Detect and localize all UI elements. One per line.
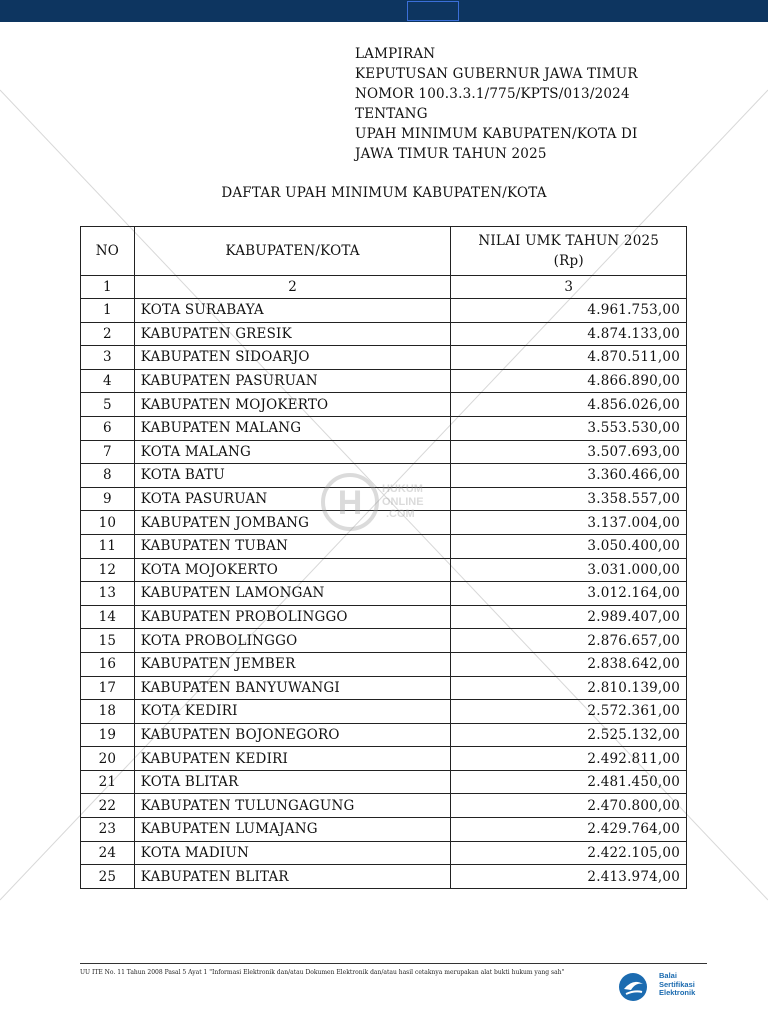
row-number: 13 [81, 582, 135, 606]
table-row [81, 841, 687, 865]
table-row [81, 818, 687, 842]
table-row [81, 747, 687, 771]
row-umk-value: 3.358.557,00 [451, 487, 687, 511]
row-number: 18 [81, 700, 135, 724]
row-umk-value: 2.838.642,00 [451, 652, 687, 676]
row-region-name: KABUPATEN MOJOKERTO [134, 393, 451, 417]
row-number: 20 [81, 747, 135, 771]
row-umk-value: 2.989.407,00 [451, 605, 687, 629]
row-region-name: KABUPATEN TULUNGAGUNG [134, 794, 451, 818]
row-number: 16 [81, 652, 135, 676]
row-region-name: KABUPATEN MALANG [134, 416, 451, 440]
row-number: 22 [81, 794, 135, 818]
header-line: JAWA TIMUR TAHUN 2025 [355, 146, 547, 162]
row-umk-value: 3.360.466,00 [451, 464, 687, 488]
row-region-name: KABUPATEN KEDIRI [134, 747, 451, 771]
header-line: TENTANG [355, 106, 428, 122]
table-row [81, 865, 687, 889]
row-number: 3 [81, 346, 135, 370]
bse-logo-text [659, 972, 695, 998]
table-row [81, 582, 687, 606]
column-header-value-line1: NILAI UMK TAHUN 2025 [478, 233, 660, 249]
row-umk-value: 2.470.800,00 [451, 794, 687, 818]
table-row [81, 369, 687, 393]
table-row [81, 416, 687, 440]
list-title: DAFTAR UPAH MINIMUM KABUPATEN/KOTA [221, 185, 547, 201]
bse-logo-line: Sertifikasi [659, 979, 695, 989]
table-row [81, 346, 687, 370]
column-header-no: NO [81, 227, 135, 276]
row-number: 14 [81, 605, 135, 629]
row-region-name: KABUPATEN LUMAJANG [134, 818, 451, 842]
table-body [81, 299, 687, 889]
column-header-value [451, 227, 687, 276]
row-region-name: KABUPATEN JOMBANG [134, 511, 451, 535]
table-row [81, 440, 687, 464]
row-umk-value: 4.870.511,00 [451, 346, 687, 370]
table-row [81, 558, 687, 582]
row-umk-value: 3.137.004,00 [451, 511, 687, 535]
table-row [81, 393, 687, 417]
column-number: 3 [451, 276, 687, 299]
row-umk-value: 2.481.450,00 [451, 770, 687, 794]
column-header-value-line2: (Rp) [553, 253, 584, 269]
row-region-name: KABUPATEN SIDOARJO [134, 346, 451, 370]
row-umk-value: 2.492.811,00 [451, 747, 687, 771]
row-umk-value: 4.874.133,00 [451, 322, 687, 346]
row-region-name: KABUPATEN LAMONGAN [134, 582, 451, 606]
watermark-text: HUKUM [382, 483, 423, 495]
row-region-name: KOTA MADIUN [134, 841, 451, 865]
row-region-name: KABUPATEN GRESIK [134, 322, 451, 346]
row-number: 25 [81, 865, 135, 889]
row-region-name: KABUPATEN PASURUAN [134, 369, 451, 393]
watermark-letter: H [337, 484, 363, 522]
row-region-name: KABUPATEN BOJONEGORO [134, 723, 451, 747]
row-umk-value: 2.810.139,00 [451, 676, 687, 700]
row-umk-value: 3.507.693,00 [451, 440, 687, 464]
row-region-name: KABUPATEN BANYUWANGI [134, 676, 451, 700]
row-number: 5 [81, 393, 135, 417]
footer-legal-text: UU ITE No. 11 Tahun 2008 Pasal 5 Ayat 1 "Informasi Elektronik dan/atau Dokumen Elektronik dan/atau hasil cetaknya merupakan alat bukti hukum yang sah" [80, 969, 565, 976]
header-line: UPAH MINIMUM KABUPATEN/KOTA DI [355, 126, 638, 142]
row-region-name: KABUPATEN TUBAN [134, 534, 451, 558]
row-number: 7 [81, 440, 135, 464]
row-umk-value: 2.876.657,00 [451, 629, 687, 653]
table-row [81, 534, 687, 558]
table-row [81, 700, 687, 724]
row-umk-value: 3.031.000,00 [451, 558, 687, 582]
row-region-name: KABUPATEN JEMBER [134, 652, 451, 676]
row-number: 2 [81, 322, 135, 346]
row-region-name: KOTA PROBOLINGGO [134, 629, 451, 653]
row-region-name: KOTA MALANG [134, 440, 451, 464]
row-umk-value: 3.050.400,00 [451, 534, 687, 558]
row-region-name: KABUPATEN BLITAR [134, 865, 451, 889]
row-umk-value: 2.525.132,00 [451, 723, 687, 747]
table-row [81, 676, 687, 700]
hukumonline-watermark [320, 472, 460, 532]
table-row [81, 770, 687, 794]
table-row [81, 723, 687, 747]
row-region-name: KABUPATEN PROBOLINGGO [134, 605, 451, 629]
row-region-name: KOTA MOJOKERTO [134, 558, 451, 582]
row-number: 9 [81, 487, 135, 511]
footer-divider [80, 963, 707, 964]
row-number: 4 [81, 369, 135, 393]
row-number: 24 [81, 841, 135, 865]
row-umk-value: 3.012.164,00 [451, 582, 687, 606]
row-number: 10 [81, 511, 135, 535]
row-region-name: KOTA BATU [134, 464, 451, 488]
row-region-name: KOTA SURABAYA [134, 299, 451, 323]
row-umk-value: 2.422.105,00 [451, 841, 687, 865]
header-line: KEPUTUSAN GUBERNUR JAWA TIMUR [355, 66, 638, 82]
header-line: LAMPIRAN [355, 46, 436, 62]
column-header-kabupaten: KABUPATEN/KOTA [134, 227, 451, 276]
umk-table [80, 226, 687, 889]
row-number: 8 [81, 464, 135, 488]
table-row [81, 629, 687, 653]
row-region-name: KOTA BLITAR [134, 770, 451, 794]
watermark-text: ONLINE [382, 496, 424, 508]
column-number: 2 [134, 276, 451, 299]
bse-logo-line: Balai [659, 971, 677, 980]
row-number: 11 [81, 534, 135, 558]
table-row [81, 652, 687, 676]
row-umk-value: 2.429.764,00 [451, 818, 687, 842]
column-number: 1 [81, 276, 135, 299]
table-row [81, 322, 687, 346]
row-number: 17 [81, 676, 135, 700]
row-number: 15 [81, 629, 135, 653]
table-row [81, 605, 687, 629]
table-header-row [81, 227, 687, 276]
row-umk-value: 4.866.890,00 [451, 369, 687, 393]
row-number: 12 [81, 558, 135, 582]
table-row [81, 299, 687, 323]
column-number-row [81, 276, 687, 299]
bse-logo-line: Elektronik [659, 988, 696, 997]
row-umk-value: 2.572.361,00 [451, 700, 687, 724]
row-umk-value: 2.413.974,00 [451, 865, 687, 889]
table-row [81, 794, 687, 818]
row-number: 21 [81, 770, 135, 794]
row-umk-value: 3.553.530,00 [451, 416, 687, 440]
row-umk-value: 4.856.026,00 [451, 393, 687, 417]
row-number: 1 [81, 299, 135, 323]
row-number: 19 [81, 723, 135, 747]
watermark-text: .COM [386, 508, 415, 520]
row-number: 23 [81, 818, 135, 842]
row-region-name: KOTA PASURUAN [134, 487, 451, 511]
row-region-name: KOTA KEDIRI [134, 700, 451, 724]
header-line: NOMOR 100.3.3.1/775/KPTS/013/2024 [355, 86, 630, 102]
row-number: 6 [81, 416, 135, 440]
row-umk-value: 4.961.753,00 [451, 299, 687, 323]
document-header [355, 44, 755, 164]
